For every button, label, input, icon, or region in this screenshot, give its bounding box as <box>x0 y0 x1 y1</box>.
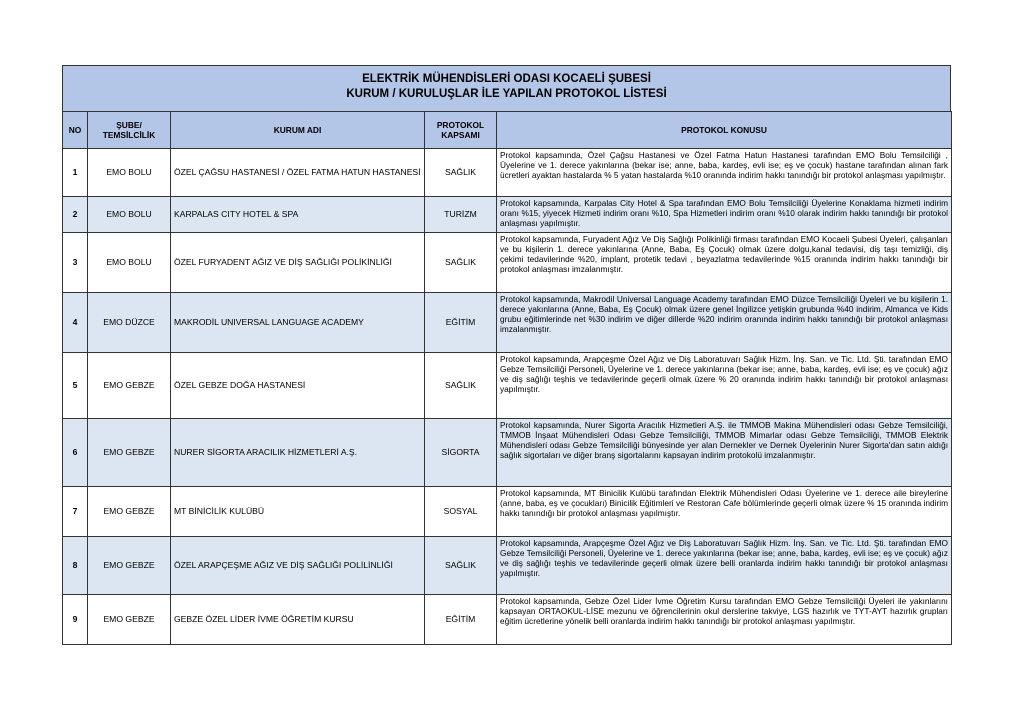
document-title <box>62 65 951 111</box>
protocol-document <box>62 65 951 645</box>
row-kurum: MAKRODİL UNIVERSAL LANGUAGE ACADEMY <box>171 293 425 353</box>
header-kapsam: PROTOKOL KAPSAMI <box>425 112 497 149</box>
row-kapsam: SAĞLIK <box>425 233 497 293</box>
row-konu: Protokol kapsamında, MT Binicilik Kulübü tarafından Elektrik Mühendisleri Odası Üyelerine ve 1. derece aile bireylerine (anne, baba, eş ve çocukları) Binicilik Eğitimleri ve Restoran Cafe bölümlerinde geçerli olmak üzere % 15 oranında indirim hakkı tanındığı bir protokol anlaşması yapılmıştır. <box>497 487 952 537</box>
row-sube: EMO BOLU <box>88 149 171 197</box>
row-no: 7 <box>63 487 88 537</box>
row-kurum: ÖZEL ARAPÇEŞME AĞIZ VE DİŞ SAĞLIĞI POLİLİNLİĞİ <box>171 537 425 595</box>
header-kurum: KURUM ADI <box>171 112 425 149</box>
row-no: 6 <box>63 419 88 487</box>
header-row <box>63 112 952 149</box>
row-kurum: ÖZEL ÇAĞSU HASTANESİ / ÖZEL FATMA HATUN HASTANESİ <box>171 149 425 197</box>
row-no: 5 <box>63 353 88 419</box>
table-row <box>63 419 952 487</box>
row-kurum: MT BİNİCİLİK KULÜBÜ <box>171 487 425 537</box>
header-sube: ŞUBE/ TEMSİLCİLİK <box>88 112 171 149</box>
row-konu: Protokol kapsamında, Arapçeşme Özel Ağız ve Diş Laboratuvarı Sağlık Hizm. İnş. San. ve Tic. Ltd. Şti. tarafından EMO Gebze Temsilciliği Personeli, Üyelerine ve 1. derece yakınlarına (bekar ise; anne, baba, kardeş, evli ise; eş ve çocuk) ağız ve diş sağlığı teşhis ve tedavilerinde geçerli olmak üzere belli oranlarda indirim hakkı tanındığı bir protokol anlaşması yapılmıştır. <box>497 537 952 595</box>
row-kapsam: SAĞLIK <box>425 149 497 197</box>
protocol-table <box>62 111 952 645</box>
row-kurum: NURER SİGORTA ARACILIK HİZMETLERİ A.Ş. <box>171 419 425 487</box>
header-konu: PROTOKOL KONUSU <box>497 112 952 149</box>
row-no: 3 <box>63 233 88 293</box>
row-konu: Protokol kapsamında, Arapçeşme Özel Ağız ve Diş Laboratuvarı Sağlık Hizm. İnş. San. ve Tic. Ltd. Şti. tarafından EMO Gebze Temsilciliği Personeli, Üyelerine ve 1. derece yakınlarına (bekar ise; anne, baba, kardeş, evli ise; eş ve çocuk) ağız ve diş sağlığı teşhis ve tedavilerinde geçerli olmak üzere % 20 oranında indirim hakkı tanındığı bir protokol anlaşması yapılmıştır. <box>497 353 952 419</box>
table-row <box>63 353 952 419</box>
row-no: 1 <box>63 149 88 197</box>
row-no: 2 <box>63 197 88 233</box>
row-kapsam: SİGORTA <box>425 419 497 487</box>
row-no: 4 <box>63 293 88 353</box>
row-konu: Protokol kapsamında, Gebze Özel Lider İvme Öğretim Kursu tarafından EMO Gebze Temsilciliği Üyeleri ile yakınlarını kapsayan ORTAOKUL-LİSE mezunu ve öğrencilerinin okul derslerine takviye, LGS hazırlık ve TYT-AYT hazırlık grupları eğitim ücretlerine yönelik belli oranlarda indirim hakkı tanındığı bir protokol anlaşması yapılmıştır. <box>497 595 952 645</box>
row-sube: EMO GEBZE <box>88 537 171 595</box>
row-sube: EMO GEBZE <box>88 595 171 645</box>
row-kurum: ÖZEL GEBZE DOĞA HASTANESİ <box>171 353 425 419</box>
row-sube: EMO BOLU <box>88 233 171 293</box>
table-row <box>63 293 952 353</box>
row-konu: Protokol kapsamında, Nurer Sigorta Aracılık Hizmetleri A.Ş. ile TMMOB Makina Mühendisleri odası Gebze Temsilciliği, TMMOB İnşaat Mühendisleri Odası Gebze Temsilciliği, TMMOB Mimarlar odası Gebze Temsilciliği, TMMOB Elektrik Mühendisleri odası Gebze Temsilciliği bünyesinde yer alan Dernekler ve Dernek Üyelerinin Nurer Sigorta'dan satın aldığı sağlık sigortaları ve diğer branş sigortalarını kapsayan indirim protokolü imzalanmıştır. <box>497 419 952 487</box>
table-row <box>63 487 952 537</box>
row-sube: EMO BOLU <box>88 197 171 233</box>
row-kurum: ÖZEL FURYADENT AĞIZ VE DİŞ SAĞLIĞI POLİKİNLİĞİ <box>171 233 425 293</box>
row-kurum: KARPALAS CITY HOTEL & SPA <box>171 197 425 233</box>
row-sube: EMO GEBZE <box>88 419 171 487</box>
title-line-1: ELEKTRİK MÜHENDİSLERİ ODASI KOCAELİ ŞUBESİ <box>362 73 651 85</box>
row-kapsam: TURİZM <box>425 197 497 233</box>
title-line-2: KURUM / KURULUŞLAR İLE YAPILAN PROTOKOL LİSTESİ <box>346 88 667 100</box>
table-row <box>63 233 952 293</box>
row-sube: EMO DÜZCE <box>88 293 171 353</box>
table-row <box>63 537 952 595</box>
row-konu: Protokol kapsamında, Makrodil Universal Language Academy tarafından EMO Düzce Temsilciliği Üyeleri ve bu kişilerin 1. derece yakınlarına (Anne, Baba, Eş Çocuk) olmak üzere genel İngilizce yetişkin grubunda %40 indirim, Almanca ve Kids grubu eğitimlerinde net %30 indirim ve diğer dillerde %20 indirim oranında indirim hakkı tanındığı bir protokol anlaşması imzalanmıştır. <box>497 293 952 353</box>
row-kurum: GEBZE ÖZEL LİDER İVME ÖĞRETİM KURSU <box>171 595 425 645</box>
row-kapsam: EĞİTİM <box>425 293 497 353</box>
row-no: 8 <box>63 537 88 595</box>
row-konu: Protokol kapsamında, Karpalas City Hotel & Spa tarafından EMO Bolu Temsilciliği Üyelerine Konaklama hizmeti indirim oranı %15, yiyecek Hizmeti indirim oranı %10, Spa Hizmetleri indirim oranı %10 olarak indirim hakkı tanındığı bir protokol anlaşması yapılmıştır. <box>497 197 952 233</box>
row-kapsam: EĞİTİM <box>425 595 497 645</box>
row-no: 9 <box>63 595 88 645</box>
row-konu: Protokol kapsamında, Furyadent Ağız Ve Diş Sağlığı Polikinliği firması tarafından EMO Kocaeli Şubesi Üyeleri, çalışanları ve bu kişilerin 1. derece yakınlarına (Anne, Baba, Eş Çocuk) olmak üzere dolgu,kanal tedavisi, diş taşı temizliği, diş çekimi tedavilerinde %20, implant, protetik tedavi , beyazlatma tedavilerinde %15 oranında indirim hakkı tanındığı bir protokol anlaşması imzalanmıştır. <box>497 233 952 293</box>
row-sube: EMO GEBZE <box>88 487 171 537</box>
table-row <box>63 595 952 645</box>
table-row <box>63 149 952 197</box>
header-no: NO <box>63 112 88 149</box>
table-row <box>63 197 952 233</box>
row-sube: EMO GEBZE <box>88 353 171 419</box>
row-kapsam: SAĞLIK <box>425 537 497 595</box>
row-kapsam: SAĞLIK <box>425 353 497 419</box>
row-kapsam: SOSYAL <box>425 487 497 537</box>
row-konu: Protokol kapsamında, Özel Çağsu Hastanesi ve Özel Fatma Hatun Hastanesi tarafından EMO Bolu Temsilciliği , Üyelerine ve 1. derece yakınlarına (bekar ise; anne, baba, kardeş, evli ise; eş ve çocuk) hastane tarafından alınan fark ücretleri ayaktan hastalarda % 5 yatan hastalarda %10 oranında indirim hakkı tanındığı bir protokol anlaşması yapılmıştır. <box>497 149 952 197</box>
